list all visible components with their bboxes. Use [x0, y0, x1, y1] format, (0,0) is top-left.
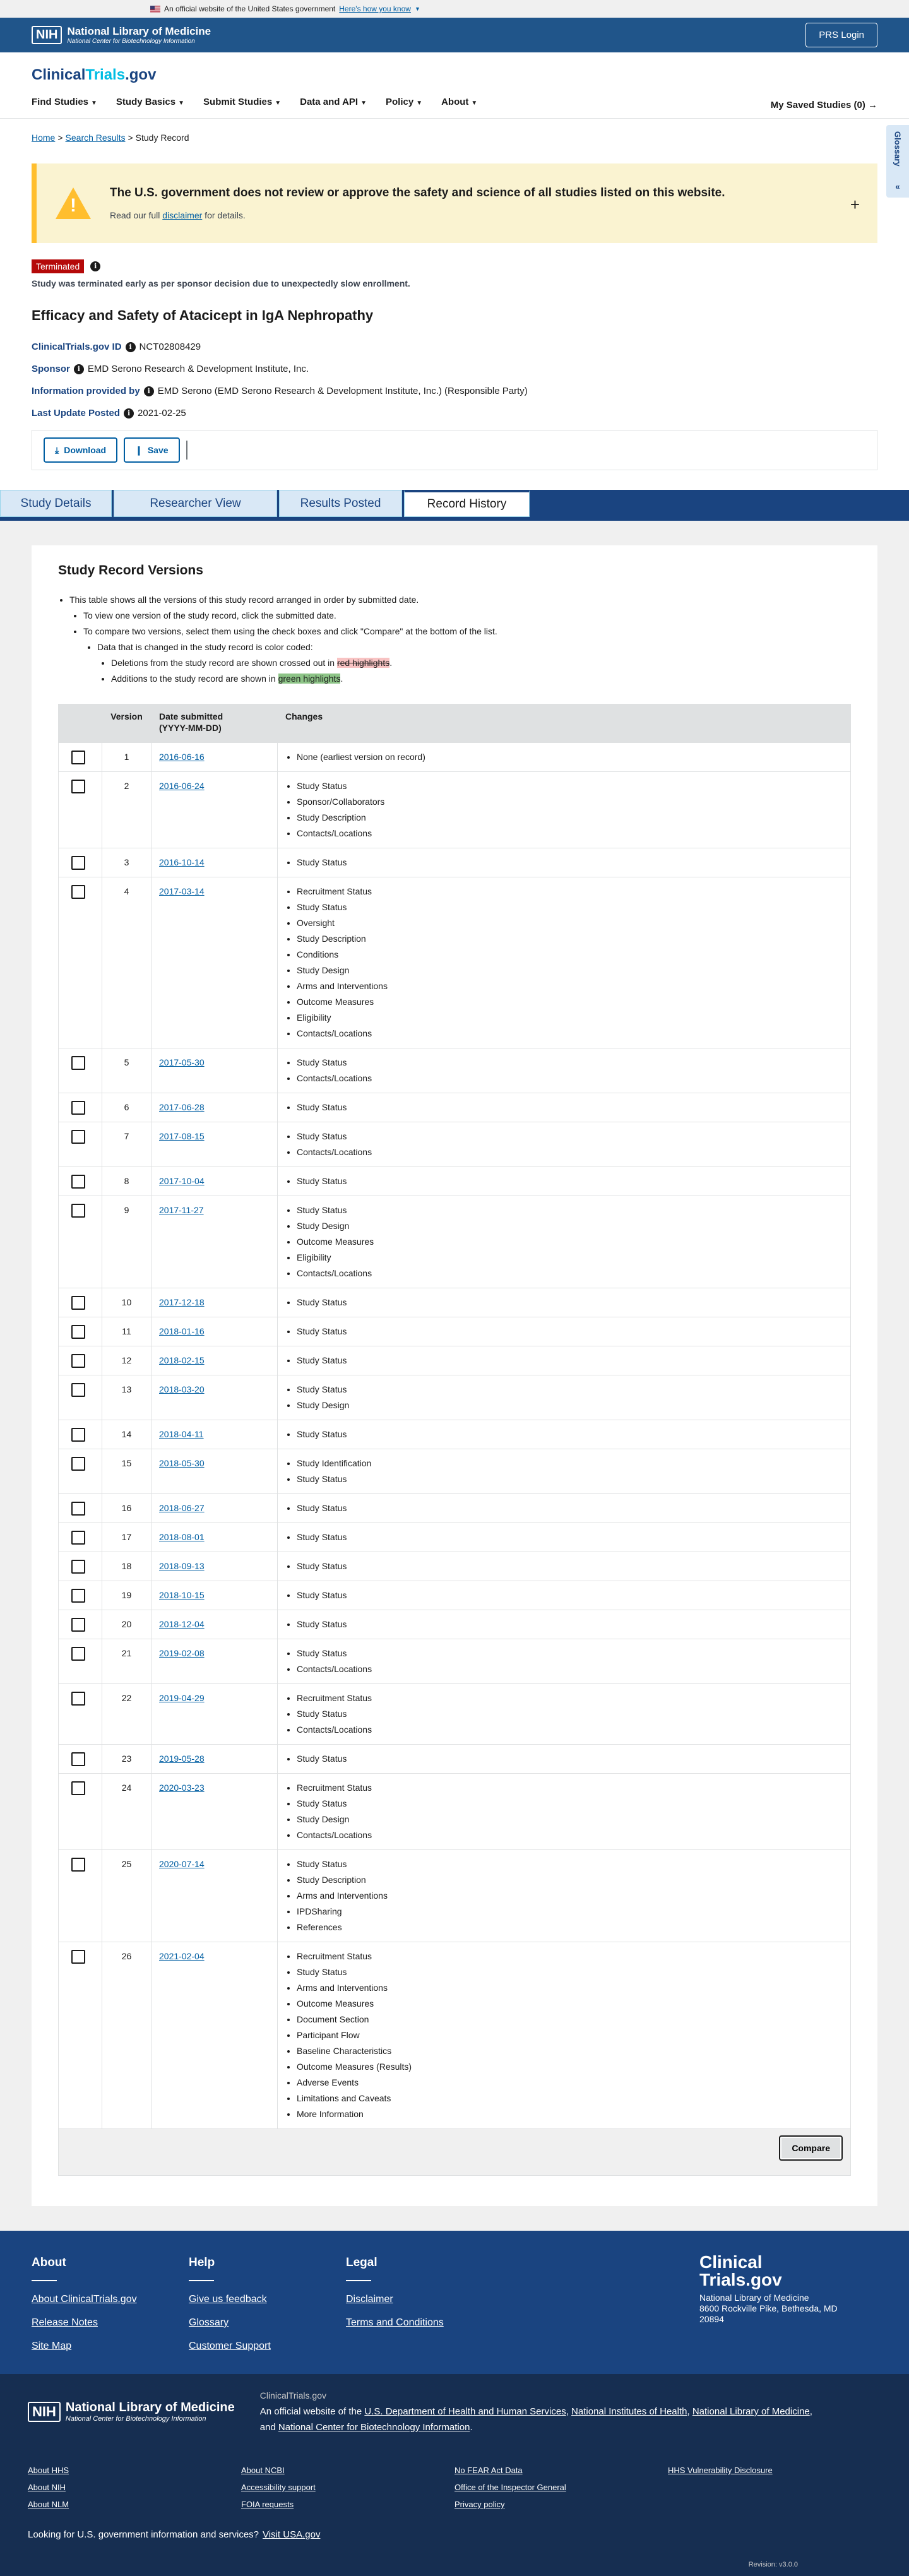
chevron-down-icon: ▼: [275, 100, 282, 107]
version-number: 12: [102, 1346, 152, 1375]
version-number: 13: [102, 1375, 152, 1420]
link-accessibility[interactable]: Accessibility support: [241, 2483, 316, 2492]
change-item: • Study Status: [297, 1529, 843, 1545]
change-item: • Study Status: [297, 1353, 843, 1368]
col-changes: Changes: [278, 704, 851, 743]
change-item: • Study Status: [297, 1295, 843, 1310]
nav-about[interactable]: About ▼: [441, 97, 478, 107]
change-item: • Arms and Interventions: [297, 1980, 843, 1996]
change-item: • Participant Flow: [297, 2027, 843, 2043]
version-checkbox[interactable]: [71, 1204, 85, 1218]
red-highlight-sample: red highlights: [336, 658, 390, 668]
status-row: [32, 259, 877, 273]
tab-record-history[interactable]: Record History: [404, 490, 530, 517]
site-header: [0, 52, 909, 119]
change-item: • Study Status: [297, 1706, 843, 1722]
gov-banner-text: An official website of the United States government: [164, 4, 336, 13]
footer-link-site-map[interactable]: Site Map: [32, 2341, 72, 2351]
gov-banner: [0, 0, 909, 18]
chevron-down-icon: ▼: [416, 100, 423, 107]
version-date-link[interactable]: 2019-02-08: [159, 1648, 205, 1658]
footer-link-feedback[interactable]: Give us feedback: [189, 2294, 267, 2305]
link-inspector-general[interactable]: Office of the Inspector General: [454, 2483, 566, 2492]
version-checkbox[interactable]: [71, 1296, 85, 1310]
version-date-link[interactable]: 2018-10-15: [159, 1590, 205, 1600]
version-number: 15: [102, 1449, 152, 1494]
version-number: 25: [102, 1850, 152, 1942]
version-checkbox[interactable]: [71, 1130, 85, 1144]
version-checkbox[interactable]: [71, 1589, 85, 1603]
change-item: • Study Status: [297, 1100, 843, 1115]
version-number: 22: [102, 1684, 152, 1745]
info-icon[interactable]: i: [144, 386, 154, 396]
versions-table: [58, 704, 851, 2176]
link-about-nlm[interactable]: About NLM: [28, 2500, 69, 2509]
version-checkbox[interactable]: [71, 1428, 85, 1442]
download-icon: ⤓: [55, 444, 59, 455]
hhs-link[interactable]: U.S. Department of Health and Human Services: [364, 2406, 566, 2417]
version-checkbox[interactable]: [71, 1383, 85, 1397]
change-item: • Study Status: [297, 1427, 843, 1442]
versions-heading: Study Record Versions: [58, 563, 203, 578]
table-row: [59, 1494, 851, 1523]
status-badge: Terminated: [32, 259, 84, 273]
version-date-link[interactable]: 2021-02-04: [159, 1951, 205, 1961]
version-number: 1: [102, 743, 152, 772]
change-item: • Study Status: [297, 1558, 843, 1574]
table-row: [59, 877, 851, 1048]
change-item: • Oversight: [297, 915, 843, 931]
version-number: 2: [102, 772, 152, 848]
change-item: • Contacts/Locations: [297, 1266, 843, 1281]
version-date-link[interactable]: 2017-03-14: [159, 886, 205, 896]
main-nav: [32, 97, 877, 107]
version-checkbox[interactable]: [71, 1531, 85, 1545]
version-date-link[interactable]: 2017-08-15: [159, 1131, 205, 1141]
version-date-link[interactable]: 2018-02-15: [159, 1355, 205, 1365]
version-date-link[interactable]: 2017-06-28: [159, 1102, 205, 1112]
how-you-know-link[interactable]: Here's how you know: [339, 4, 411, 13]
footer-link-terms[interactable]: Terms and Conditions: [346, 2317, 444, 2328]
change-item: • Arms and Interventions: [297, 978, 843, 994]
table-row: [59, 1639, 851, 1684]
divider: [186, 441, 187, 460]
version-date-link[interactable]: 2018-09-13: [159, 1561, 205, 1571]
version-number: 18: [102, 1552, 152, 1581]
info-icon[interactable]: i: [124, 408, 134, 418]
footer-link-support[interactable]: Customer Support: [189, 2341, 271, 2351]
change-item: • Study Design: [297, 1218, 843, 1234]
change-item: • Contacts/Locations: [297, 1722, 843, 1738]
change-item: • Outcome Measures (Results): [297, 2059, 843, 2075]
ncbi-link[interactable]: National Center for Biotechnology Information: [278, 2422, 470, 2433]
table-row: [59, 1048, 851, 1093]
change-item: • Study Status: [297, 855, 843, 870]
breadcrumb-search-results[interactable]: Search Results: [65, 133, 126, 143]
change-item: • Adverse Events: [297, 2075, 843, 2091]
link-about-ncbi[interactable]: About NCBI: [241, 2466, 285, 2475]
breadcrumb-current: Study Record: [135, 133, 189, 143]
chevron-down-icon: ▼: [414, 6, 420, 12]
info-icon[interactable]: i: [74, 364, 84, 374]
info-icon[interactable]: i: [90, 261, 100, 271]
footer-link-disclaimer[interactable]: Disclaimer: [346, 2294, 393, 2305]
table-row: [59, 743, 851, 772]
study-tabs: [0, 490, 909, 521]
nav-policy[interactable]: Policy ▼: [386, 97, 423, 107]
table-row: [59, 1850, 851, 1942]
table-row: [59, 1610, 851, 1639]
change-item: • More Information: [297, 2106, 843, 2122]
breadcrumb: Home > Search Results > Study Record: [32, 133, 189, 143]
version-date-link[interactable]: 2017-11-27: [159, 1205, 204, 1215]
footer-legal: Legal Disclaimer Terms and Conditions: [346, 2256, 503, 2364]
status-reason: Study was terminated early as per sponsor decision due to unexpectedly slow enrollment.: [32, 278, 410, 288]
version-number: 20: [102, 1610, 152, 1639]
change-item: • Study Status: [297, 1202, 843, 1218]
versions-panel: [32, 545, 877, 2206]
bookmark-icon: ❙: [135, 444, 143, 455]
provided-value: EMD Serono (EMD Serono Research & Development Institute, Inc.) (Responsible Party): [157, 386, 528, 396]
change-item: • Study Description: [297, 810, 843, 826]
table-row: [59, 1942, 851, 2129]
version-checkbox[interactable]: [71, 1647, 85, 1661]
table-row: [59, 1774, 851, 1850]
nav-submit-studies[interactable]: Submit Studies ▼: [203, 97, 282, 107]
footer-link-glossary[interactable]: Glossary: [189, 2317, 229, 2328]
change-item: • Study Status: [297, 1646, 843, 1661]
chevron-left-icon: «: [895, 182, 900, 191]
version-number: 24: [102, 1774, 152, 1850]
change-item: • Document Section: [297, 2012, 843, 2027]
study-title: Efficacy and Safety of Atacicept in IgA Nephropathy: [32, 307, 374, 323]
version-number: 16: [102, 1494, 152, 1523]
glossary-tab[interactable]: Glossary «: [886, 125, 909, 198]
table-row: [59, 1346, 851, 1375]
table-row: [59, 1552, 851, 1581]
change-item: • Conditions: [297, 947, 843, 963]
link-vulnerability[interactable]: HHS Vulnerability Disclosure: [668, 2466, 773, 2475]
version-checkbox[interactable]: [71, 1560, 85, 1574]
version-number: 7: [102, 1122, 152, 1167]
col-version: Version: [102, 704, 152, 743]
table-row: [59, 1375, 851, 1420]
version-checkbox[interactable]: [71, 1457, 85, 1471]
version-date-link[interactable]: 2016-06-16: [159, 752, 205, 762]
table-row: [59, 1167, 851, 1196]
us-flag-icon: [150, 6, 160, 13]
change-item: • Contacts/Locations: [297, 1661, 843, 1677]
version-number: 14: [102, 1420, 152, 1449]
updated-value: 2021-02-25: [138, 408, 186, 418]
alert-text: Read our full disclaimer for details.: [110, 210, 246, 220]
change-item: • Study Status: [297, 1588, 843, 1603]
version-checkbox[interactable]: [71, 1354, 85, 1368]
version-number: 26: [102, 1942, 152, 2129]
disclaimer-alert: [32, 163, 877, 243]
change-item: • Study Design: [297, 1812, 843, 1827]
change-item: • Eligibility: [297, 1250, 843, 1266]
nav-study-basics[interactable]: Study Basics ▼: [116, 97, 185, 107]
table-row: [59, 1449, 851, 1494]
link-about-hhs[interactable]: About HHS: [28, 2466, 69, 2475]
change-item: • Study Status: [297, 1796, 843, 1812]
version-number: 5: [102, 1048, 152, 1093]
version-date-link[interactable]: 2016-06-24: [159, 781, 205, 791]
table-row: [59, 1317, 851, 1346]
change-item: • Study Status: [297, 1055, 843, 1071]
version-number: 6: [102, 1093, 152, 1122]
id-label: ClinicalTrials.gov ID: [32, 341, 122, 352]
table-row: [59, 772, 851, 848]
download-button[interactable]: ⤓ Download: [44, 437, 117, 463]
link-foia[interactable]: FOIA requests: [241, 2500, 294, 2509]
change-item: • Study Design: [297, 1398, 843, 1413]
link-privacy[interactable]: Privacy policy: [454, 2500, 505, 2509]
version-checkbox[interactable]: [71, 780, 85, 793]
nlm-link[interactable]: National Library of Medicine: [692, 2406, 810, 2417]
version-number: 11: [102, 1317, 152, 1346]
provided-label: Information provided by: [32, 386, 140, 396]
version-number: 17: [102, 1523, 152, 1552]
table-row: [59, 1288, 851, 1317]
change-item: • Arms and Interventions: [297, 1888, 843, 1904]
actions-card: [32, 430, 877, 470]
change-item: • Recruitment Status: [297, 1780, 843, 1796]
nav-data-api[interactable]: Data and API ▼: [300, 97, 367, 107]
change-item: • Study Status: [297, 1964, 843, 1980]
change-item: • Study Identification: [297, 1456, 843, 1471]
table-row: [59, 1093, 851, 1122]
chevron-down-icon: ▼: [471, 100, 478, 107]
change-item: • Study Status: [297, 1856, 843, 1872]
version-date-link[interactable]: 2018-08-01: [159, 1532, 205, 1542]
footer-link-about[interactable]: About ClinicalTrials.gov: [32, 2294, 137, 2305]
revision-text: Revision: v3.0.0: [748, 2561, 798, 2568]
green-highlight-sample: green highlights: [278, 674, 341, 684]
version-date-link[interactable]: 2017-05-30: [159, 1057, 205, 1067]
version-checkbox[interactable]: [71, 1618, 85, 1632]
change-item: • Contacts/Locations: [297, 1026, 843, 1042]
link-about-nih[interactable]: About NIH: [28, 2483, 66, 2492]
change-item: • Recruitment Status: [297, 1690, 843, 1706]
change-item: • Outcome Measures: [297, 1996, 843, 2012]
version-checkbox[interactable]: [71, 1752, 85, 1766]
sponsor-value: EMD Serono Research & Development Institute, Inc.: [87, 364, 309, 374]
version-checkbox[interactable]: [71, 1950, 85, 1964]
footer-link-release-notes[interactable]: Release Notes: [32, 2317, 98, 2328]
table-row: [59, 1122, 851, 1167]
version-number: 19: [102, 1581, 152, 1610]
version-checkbox[interactable]: [71, 1175, 85, 1189]
change-item: • Study Status: [297, 899, 843, 915]
compare-button[interactable]: Compare: [779, 2135, 843, 2161]
change-item: • Study Design: [297, 963, 843, 978]
version-date-link[interactable]: 2018-03-20: [159, 1384, 205, 1394]
chevron-down-icon: ▼: [178, 100, 185, 107]
version-date-link[interactable]: 2017-10-04: [159, 1176, 205, 1186]
change-item: • Study Status: [297, 1173, 843, 1189]
change-item: • Contacts/Locations: [297, 826, 843, 841]
change-item: • Study Status: [297, 1129, 843, 1144]
version-checkbox[interactable]: [71, 885, 85, 899]
warning-icon: [56, 187, 91, 219]
version-date-link[interactable]: 2017-12-18: [159, 1297, 205, 1307]
change-item: • Contacts/Locations: [297, 1071, 843, 1086]
usa-gov-link[interactable]: Visit USA.gov: [263, 2529, 321, 2540]
version-date-link[interactable]: 2016-10-14: [159, 857, 205, 867]
sub-footer: [0, 2374, 909, 2576]
version-date-link[interactable]: 2020-03-23: [159, 1783, 205, 1793]
table-row: [59, 1420, 851, 1449]
version-checkbox[interactable]: [71, 1101, 85, 1115]
version-number: 8: [102, 1167, 152, 1196]
version-date-link[interactable]: 2018-01-16: [159, 1326, 205, 1336]
nih-header: [0, 18, 909, 52]
link-no-fear[interactable]: No FEAR Act Data: [454, 2466, 523, 2475]
change-item: • Baseline Characteristics: [297, 2043, 843, 2059]
sponsor-label: Sponsor: [32, 364, 70, 374]
updated-label: Last Update Posted: [32, 408, 121, 418]
version-date-link[interactable]: 2018-05-30: [159, 1458, 205, 1468]
col-date: Date submitted (YYYY-MM-DD): [152, 704, 278, 743]
change-item: • Eligibility: [297, 1010, 843, 1026]
version-date-link[interactable]: 2020-07-14: [159, 1859, 205, 1869]
footer-help: Help Give us feedback Glossary Customer Support: [189, 2256, 346, 2364]
version-number: 9: [102, 1196, 152, 1288]
change-item: • Outcome Measures: [297, 1234, 843, 1250]
site-footer: [0, 2231, 909, 2374]
table-row: [59, 848, 851, 877]
info-icon[interactable]: i: [126, 342, 136, 352]
version-date-link[interactable]: 2018-04-11: [159, 1429, 204, 1439]
table-row: [59, 1581, 851, 1610]
change-item: • Study Description: [297, 931, 843, 947]
change-item: • Limitations and Caveats: [297, 2091, 843, 2106]
prs-login-button[interactable]: PRS Login: [805, 23, 877, 47]
main-content: [0, 521, 909, 2231]
change-item: • Study Status: [297, 778, 843, 794]
version-checkbox[interactable]: [71, 1858, 85, 1872]
nih-logo[interactable]: NIH National Library of Medicine National Center for Biotechnology Information: [32, 25, 211, 45]
change-item: • References: [297, 1920, 843, 1935]
version-number: 21: [102, 1639, 152, 1684]
table-row: [59, 1684, 851, 1745]
nih-footer-logo[interactable]: NIH National Library of Medicine National Center for Biotechnology Information: [28, 2388, 235, 2435]
version-number: 10: [102, 1288, 152, 1317]
change-item: • Outcome Measures: [297, 994, 843, 1010]
version-checkbox[interactable]: [71, 1325, 85, 1339]
change-item: • Study Status: [297, 1324, 843, 1339]
change-item: • Contacts/Locations: [297, 1827, 843, 1843]
version-checkbox[interactable]: [71, 856, 85, 870]
change-item: • Study Description: [297, 1872, 843, 1888]
alert-title: The U.S. government does not review or approve the safety and science of all studies listed on this website.: [110, 186, 725, 199]
version-number: 4: [102, 877, 152, 1048]
footer-official-info: ClinicalTrials.gov An official website of the U.S. Department of Health and Human Services, National Institutes of Health, National Library of Medicine, and National Center for Biotechnology Information.: [259, 2390, 812, 2433]
footer-about: About About ClinicalTrials.gov Release Notes Site Map: [32, 2256, 189, 2364]
arrow-right-icon: →: [868, 100, 877, 110]
tab-researcher-view[interactable]: Researcher View: [114, 490, 277, 517]
change-item: • Study Status: [297, 1617, 843, 1632]
nav-find-studies[interactable]: Find Studies ▼: [32, 97, 97, 107]
disclaimer-link[interactable]: disclaimer: [162, 210, 203, 220]
site-title[interactable]: ClinicalTrials.gov: [32, 66, 157, 83]
tab-results-posted[interactable]: Results Posted: [279, 490, 402, 517]
version-date-link[interactable]: 2019-05-28: [159, 1754, 205, 1764]
table-row: [59, 1196, 851, 1288]
study-meta: [32, 341, 877, 418]
version-checkbox[interactable]: [71, 1056, 85, 1070]
change-item: • Sponsor/Collaborators: [297, 794, 843, 810]
saved-studies-link[interactable]: My Saved Studies (0) →: [770, 100, 877, 110]
change-item: • Study Status: [297, 1751, 843, 1767]
expand-plus-icon[interactable]: +: [850, 195, 860, 214]
footer-brand: Clinical Trials.gov National Library of Medicine 8600 Rockville Pike, Bethesda, MD 20894: [699, 2252, 838, 2324]
version-number: 3: [102, 848, 152, 877]
change-item: • Recruitment Status: [297, 884, 843, 899]
version-checkbox[interactable]: [71, 1692, 85, 1706]
version-date-link[interactable]: 2019-04-29: [159, 1693, 205, 1703]
table-row: [59, 1523, 851, 1552]
change-item: • Study Status: [297, 1500, 843, 1516]
version-date-link[interactable]: 2018-12-04: [159, 1619, 205, 1629]
version-checkbox[interactable]: [71, 1502, 85, 1516]
tab-study-details[interactable]: Study Details: [0, 490, 112, 517]
study-id: NCT02808429: [139, 341, 201, 352]
version-checkbox[interactable]: [71, 1781, 85, 1795]
usa-gov-line: Looking for U.S. government information and services? Visit USA.gov: [28, 2529, 321, 2540]
chevron-down-icon: ▼: [91, 100, 97, 107]
breadcrumb-home[interactable]: Home: [32, 133, 56, 143]
chevron-down-icon: ▼: [360, 100, 367, 107]
version-checkbox[interactable]: [71, 751, 85, 764]
change-item: • Contacts/Locations: [297, 1144, 843, 1160]
table-row: [59, 1745, 851, 1774]
change-item: • Study Status: [297, 1471, 843, 1487]
save-button[interactable]: ❙ Save: [124, 437, 179, 463]
version-number: 23: [102, 1745, 152, 1774]
change-item: • Study Status: [297, 1382, 843, 1398]
change-item: • None (earliest version on record): [297, 749, 843, 765]
version-date-link[interactable]: 2018-06-27: [159, 1503, 205, 1513]
versions-intro: • This table shows all the versions of this study record arranged in order by submitted date. • To view one version of the study record, click the submitted date. • To compare two versions, select them using the check boxes and click "Compare" at the bottom of the list. • Data that is changed in the study record is color coded: • Deletions from the study record are shown crossed out in red highlights. • Additions to the study record are shown in green highlights.: [58, 592, 851, 687]
change-item: • IPDSharing: [297, 1904, 843, 1920]
change-item: • Recruitment Status: [297, 1949, 843, 1964]
nih-link[interactable]: National Institutes of Health: [571, 2406, 687, 2417]
